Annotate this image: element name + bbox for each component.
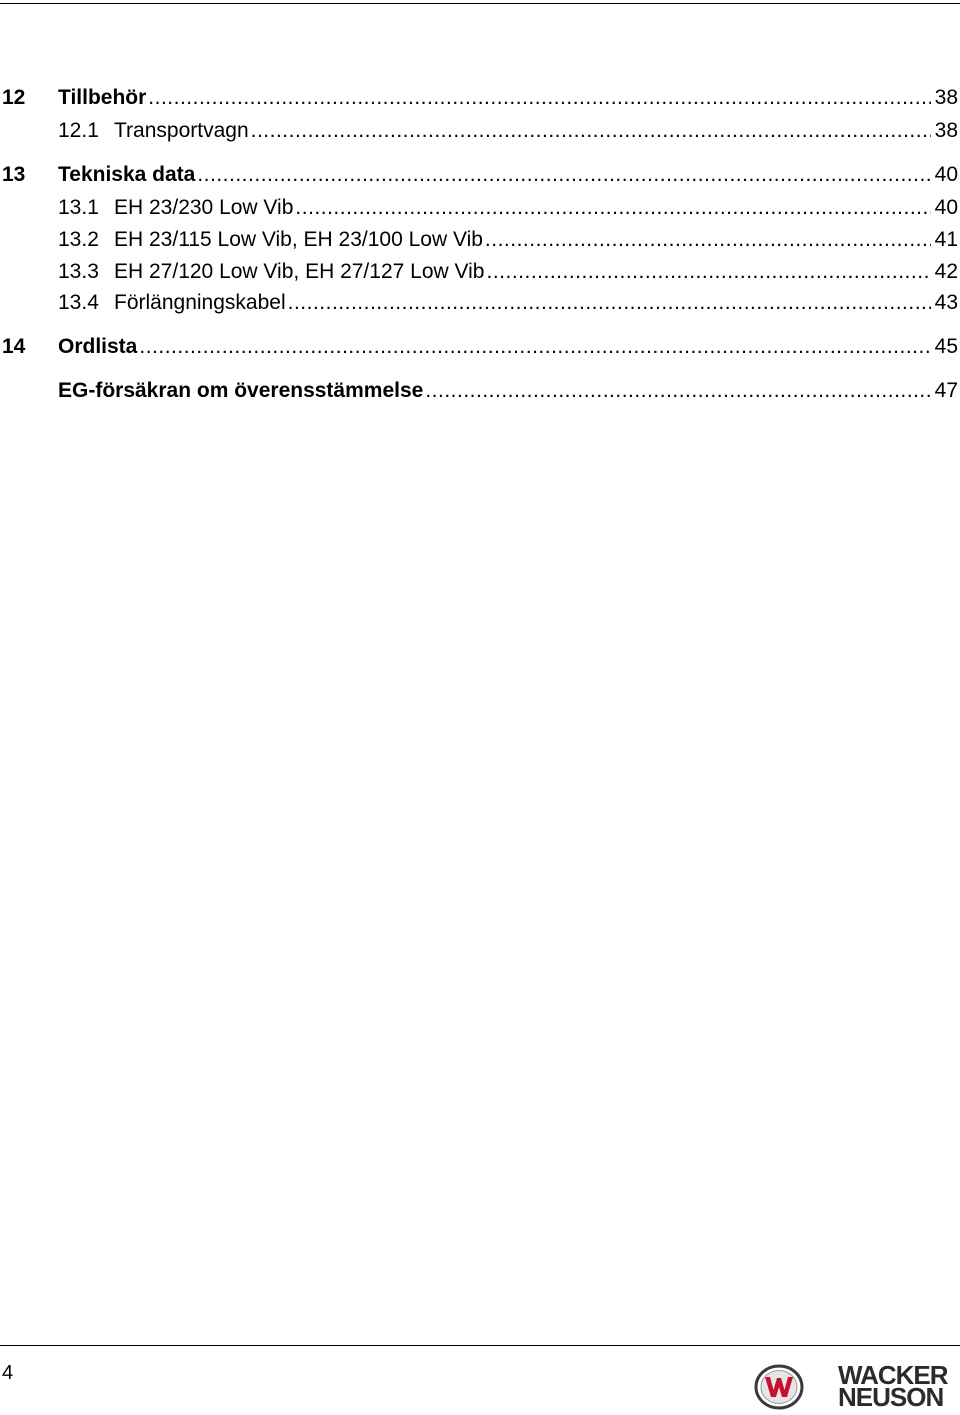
toc-entry-title: Transportvagn: [114, 119, 249, 142]
wacker-neuson-logo-text: [838, 1360, 958, 1412]
toc-entry-page: 40: [934, 163, 958, 186]
toc-leader: [139, 332, 930, 362]
toc-entry-title: Tekniska data: [58, 163, 196, 186]
footer-rule: [0, 1345, 960, 1346]
logo-line-2: NEUSON: [838, 1382, 944, 1412]
toc-entry-number: 12: [2, 86, 26, 109]
toc-entry-page: 41: [934, 228, 958, 251]
toc-entry-page: 42: [934, 260, 958, 283]
toc-entry-13-2[interactable]: [0, 225, 958, 255]
wacker-neuson-w-logo-icon: [754, 1364, 804, 1410]
toc-entry-number: 13.4: [58, 291, 99, 314]
toc-entry-title: EH 23/230 Low Vib: [114, 196, 294, 219]
toc-entry-page: 38: [934, 119, 958, 142]
page-number: 4: [2, 1362, 14, 1384]
toc-entry-12[interactable]: [0, 83, 958, 113]
toc-entry-title: EG-försäkran om överensstämmelse: [58, 379, 424, 402]
toc-entry-page: 40: [934, 196, 958, 219]
toc-entry-number: 12.1: [58, 119, 99, 142]
toc-leader: [485, 225, 931, 255]
toc-entry-number: 13.2: [58, 228, 99, 251]
toc-entry-title: Ordlista: [58, 335, 138, 358]
toc-entry-13-3[interactable]: [0, 257, 958, 287]
toc-entry-title: Tillbehör: [58, 86, 147, 109]
toc-entry-title: Förlängningskabel: [114, 291, 286, 314]
toc-entry-page: 43: [934, 291, 958, 314]
header-rule: [0, 3, 960, 4]
toc-entry-12-1[interactable]: [0, 116, 958, 146]
toc-leader: [425, 376, 930, 406]
toc-leader: [486, 257, 930, 287]
toc-leader: [295, 193, 930, 223]
toc-entry-eg-declaration[interactable]: [0, 376, 958, 406]
toc-leader: [197, 160, 930, 190]
toc-leader: [288, 288, 931, 318]
toc-entry-page: 45: [934, 335, 958, 358]
toc-entry-number: 13.1: [58, 196, 99, 219]
toc-entry-13-4[interactable]: [0, 288, 958, 318]
toc-entry-number: 13: [2, 163, 26, 186]
toc-entry-page: 47: [934, 379, 958, 402]
toc-entry-title: EH 27/120 Low Vib, EH 27/127 Low Vib: [114, 260, 485, 283]
toc-leader: [148, 83, 930, 113]
toc-entry-13-1[interactable]: [0, 193, 958, 223]
toc-entry-page: 38: [934, 86, 958, 109]
toc-entry-13[interactable]: [0, 160, 958, 190]
toc-entry-14[interactable]: [0, 332, 958, 362]
toc-entry-number: 14: [2, 335, 26, 358]
toc-entry-number: 13.3: [58, 260, 99, 283]
toc-entry-title: EH 23/115 Low Vib, EH 23/100 Low Vib: [114, 228, 483, 251]
logo-line-1: WACKER: [838, 1360, 948, 1390]
toc-leader: [251, 116, 931, 146]
